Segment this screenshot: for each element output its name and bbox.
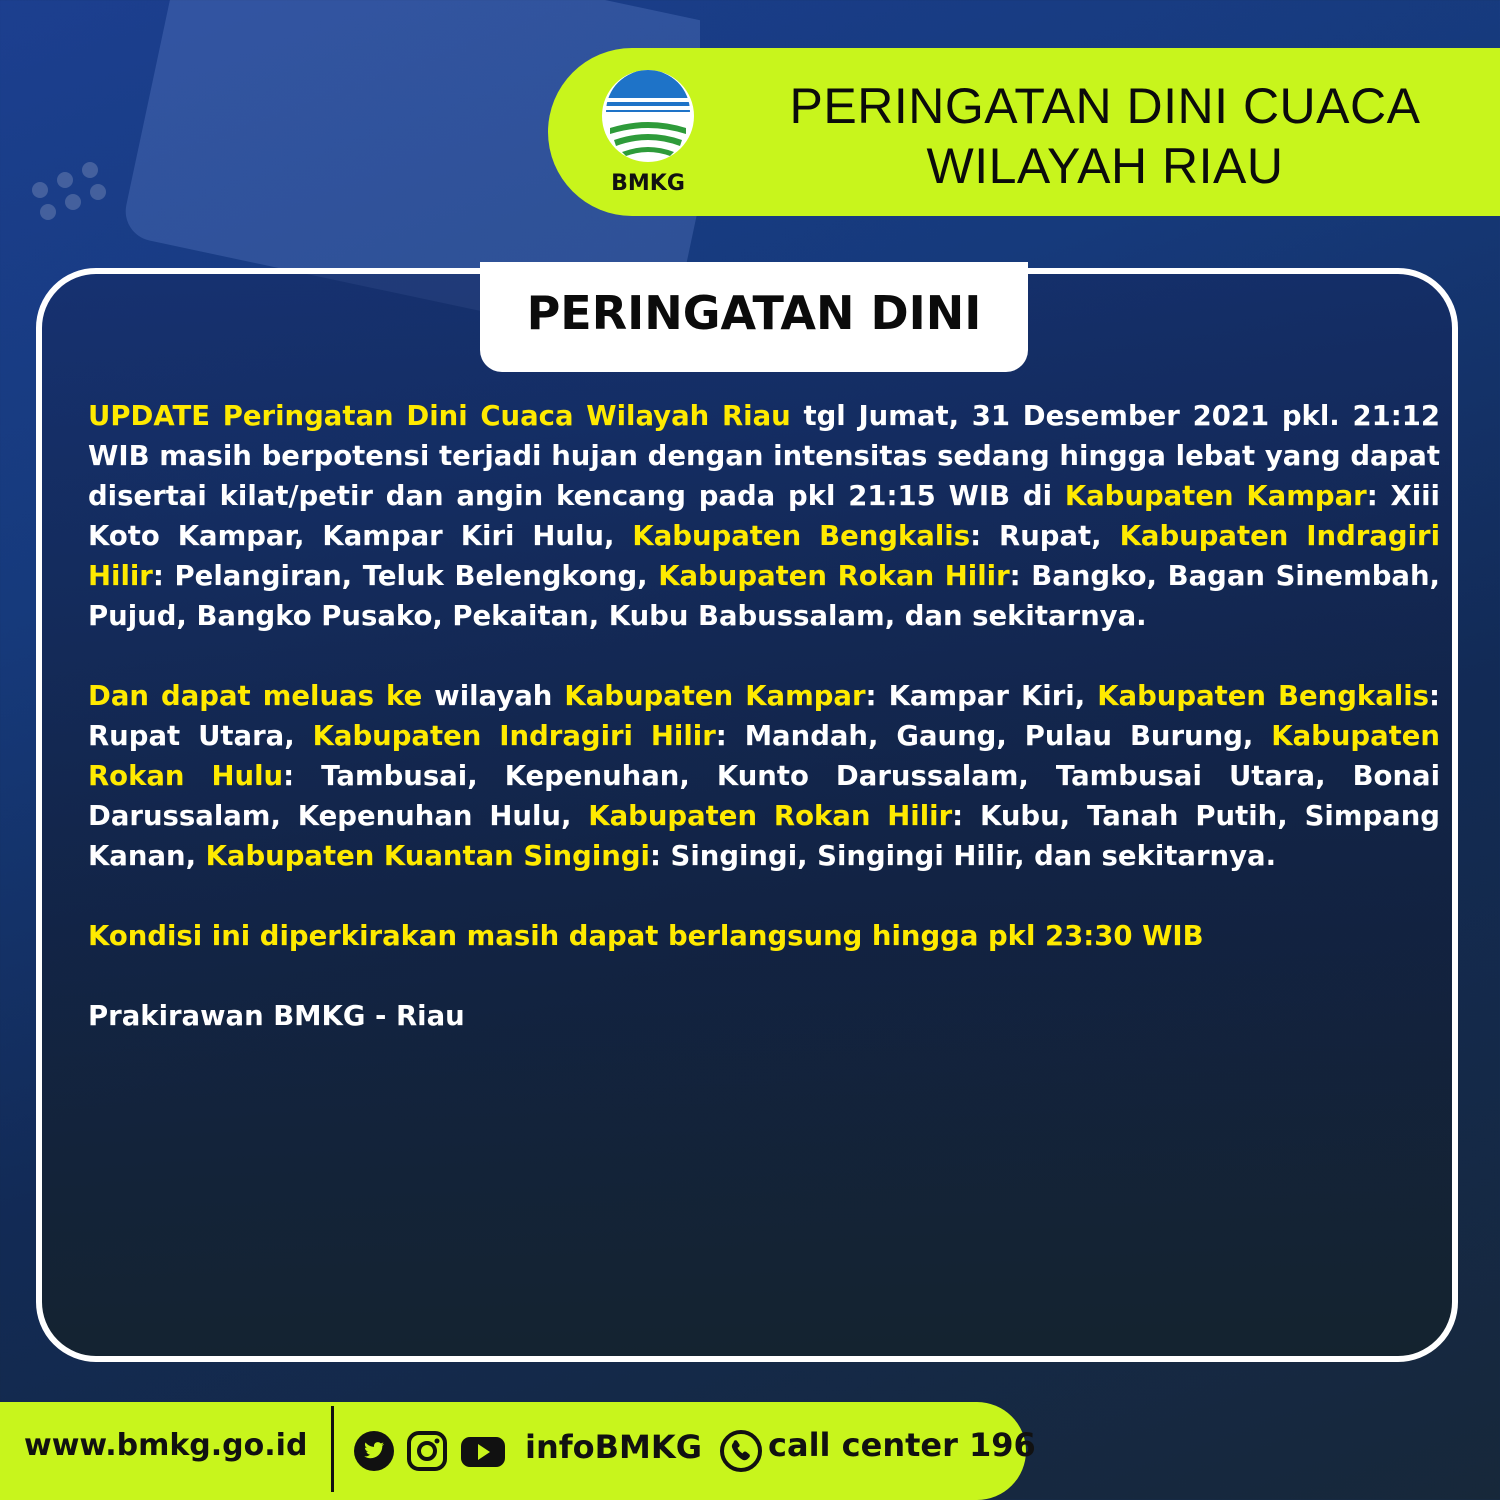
website-link[interactable]: www.bmkg.go.id bbox=[24, 1428, 308, 1463]
body-text: tgl Jumat, 31 Desember 2021 pkl. 21:12 WIB masih berpotensi terjadi hujan dengan intensitas sedang hingga lebat yang dapat disertai kilat/petir dan angin kencang pada pkl 21:15 WIB di bbox=[88, 400, 1440, 512]
panel-title: PERINGATAN DINI bbox=[526, 286, 982, 340]
body-text: : Kubu, Tanah Putih, Simpang Kanan, bbox=[88, 800, 1440, 872]
body-text: : Xiii Koto Kampar, Kampar Kiri Hulu, bbox=[88, 480, 1440, 552]
social-handle[interactable]: infoBMKG bbox=[525, 1428, 702, 1466]
footer-divider bbox=[331, 1406, 334, 1492]
body-text: : Tambusai, Kepenuhan, Kunto Darussalam, Tambusai Utara, Bonai Darussalam, Kepenuhan Hulu, bbox=[88, 760, 1441, 832]
forecaster-signature: Prakirawan BMKG - Riau bbox=[88, 1000, 465, 1032]
youtube-icon[interactable] bbox=[460, 1430, 506, 1472]
warning-paragraph-2 bbox=[88, 676, 1440, 876]
highlighted-text: Kabupaten Kampar bbox=[1064, 480, 1367, 512]
body-text: : Mandah, Gaung, Pulau Burung, bbox=[715, 720, 1272, 752]
warning-text bbox=[88, 396, 1440, 1076]
body-text: : Kampar Kiri, bbox=[865, 680, 1098, 712]
highlighted-text: UPDATE Peringatan Dini Cuaca Wilayah Riau bbox=[88, 400, 791, 432]
instagram-icon[interactable] bbox=[406, 1430, 448, 1472]
highlighted-text: Dan dapat meluas ke bbox=[88, 680, 423, 712]
title-line-1: PERINGATAN DINI CUACA bbox=[789, 78, 1421, 134]
phone-icon[interactable] bbox=[720, 1430, 762, 1472]
bmkg-logo bbox=[596, 68, 700, 194]
page-title bbox=[760, 76, 1450, 196]
highlighted-text: Kabupaten Bengkalis bbox=[632, 520, 971, 552]
highlighted-text: Kabupaten Rokan Hilir bbox=[588, 800, 953, 832]
logo-text: BMKG bbox=[611, 171, 685, 194]
body-text: : Bangko, Bagan Sinembah, Pujud, Bangko Pusako, Pekaitan, Kubu Babussalam, dan sekitarnya. bbox=[88, 560, 1440, 632]
body-text: : Singingi, Singingi Hilir, dan sekitarnya. bbox=[649, 840, 1277, 872]
title-line-2: WILAYAH RIAU bbox=[926, 138, 1284, 194]
highlighted-text: Kabupaten Rokan Hilir bbox=[658, 560, 1010, 592]
highlighted-text: Kabupaten Kuantan Singingi bbox=[205, 840, 650, 872]
highlighted-text: Kabupaten Indragiri Hilir bbox=[88, 520, 1441, 592]
body-text: : Pelangiran, Teluk Belengkong, bbox=[152, 560, 659, 592]
warning-duration: Kondisi ini diperkirakan masih dapat berlangsung hingga pkl 23:30 WIB bbox=[88, 920, 1204, 952]
call-center[interactable]: call center 196 bbox=[768, 1426, 1036, 1464]
warning-paragraph-1 bbox=[88, 396, 1440, 636]
highlighted-text: Kabupaten Bengkalis bbox=[1097, 680, 1430, 712]
twitter-icon[interactable] bbox=[353, 1430, 395, 1472]
highlighted-text: Kabupaten Kampar bbox=[564, 680, 866, 712]
body-text: wilayah bbox=[422, 680, 565, 712]
body-text: : Rupat Utara, bbox=[88, 680, 1441, 752]
highlighted-text: Kabupaten Indragiri Hilir bbox=[312, 720, 716, 752]
highlighted-text: Kabupaten Rokan Hulu bbox=[88, 720, 1441, 792]
body-text: : Rupat, bbox=[970, 520, 1120, 552]
